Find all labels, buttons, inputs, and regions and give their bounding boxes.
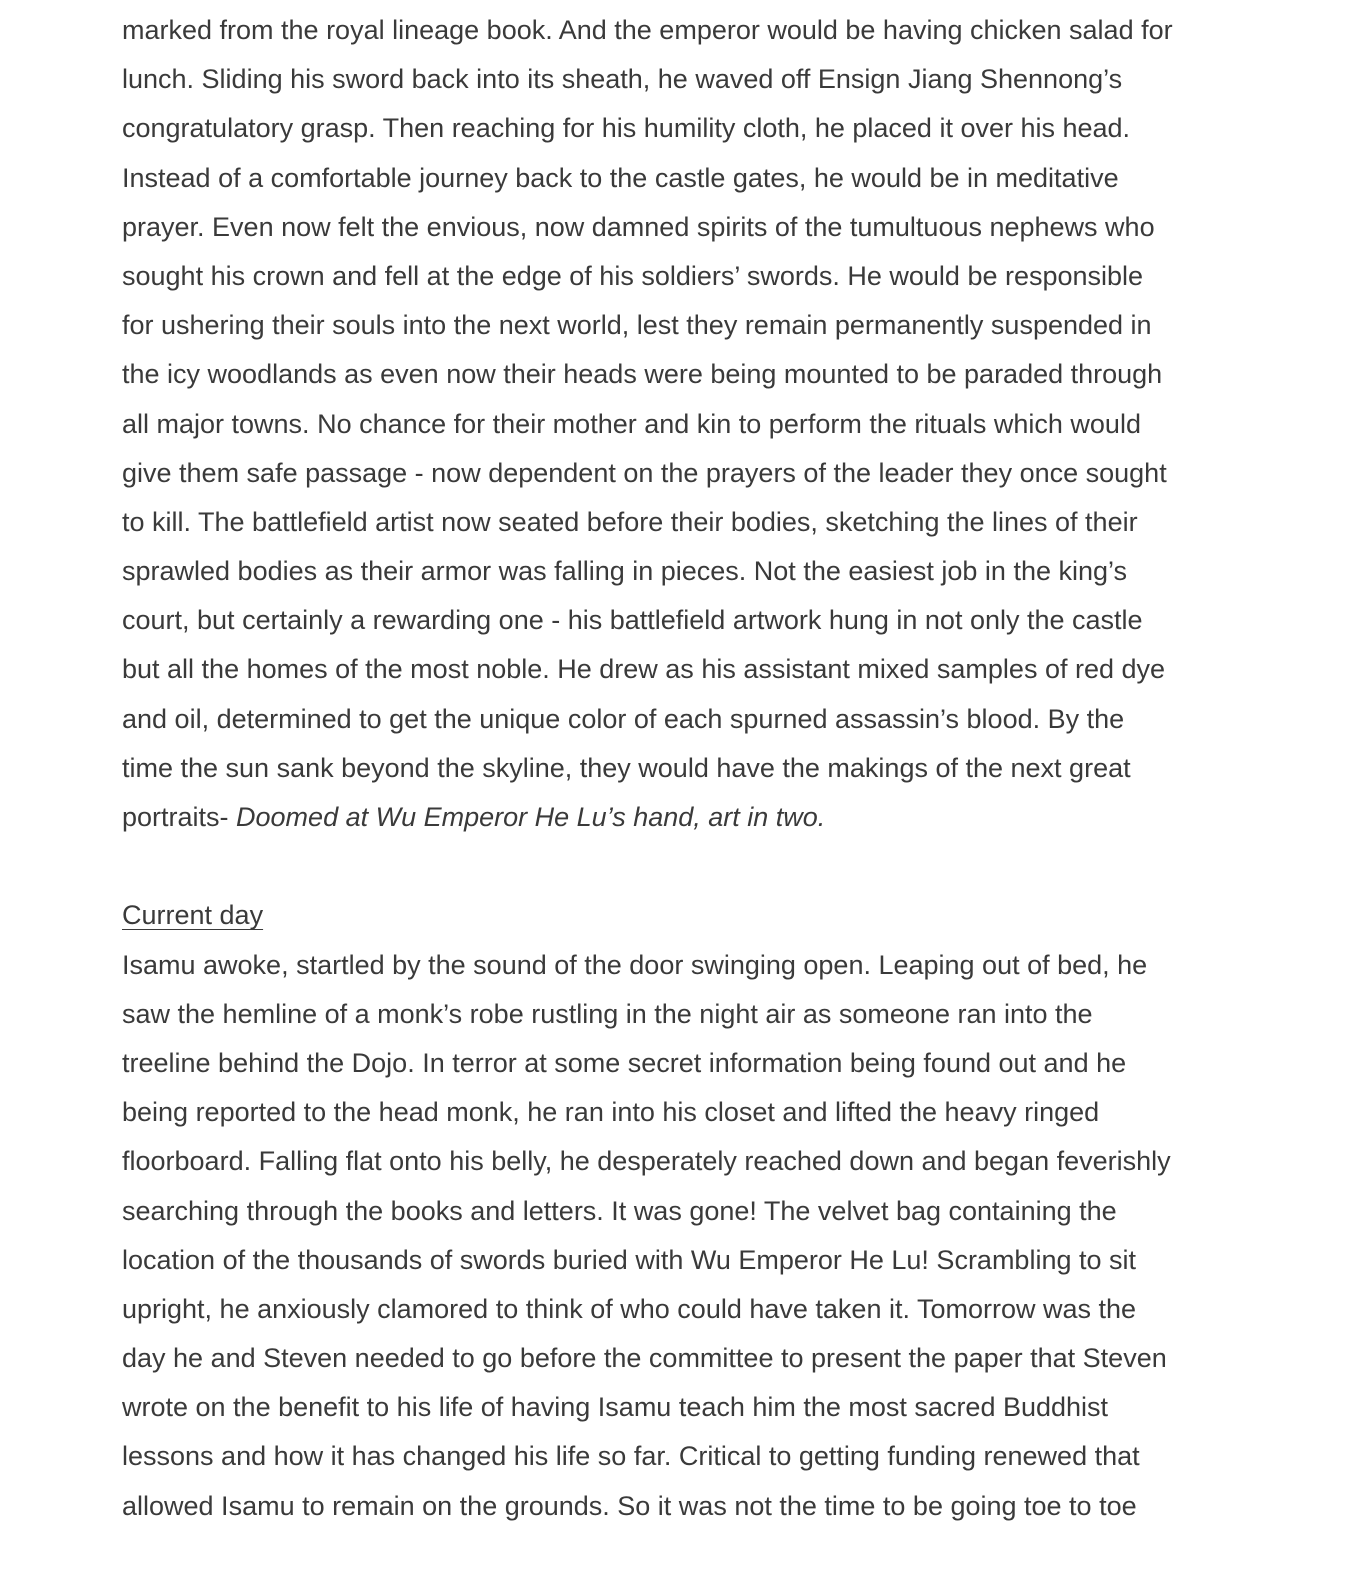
text-line: marked from the royal lineage book. And the emperor would be having chicken salad for bbox=[122, 15, 1173, 45]
text-line: all major towns. No chance for their mother and kin to perform the rituals which would bbox=[122, 408, 1141, 439]
document-page bbox=[122, 6, 1262, 1531]
paragraph-historical bbox=[122, 6, 1262, 842]
text-line: and oil, determined to get the unique color of each spurned assassin’s blood. By the bbox=[122, 703, 1125, 734]
text-line: but all the homes of the most noble. He drew as his assistant mixed samples of red dye bbox=[122, 654, 1166, 685]
text-line: upright, he anxiously clamored to think of who could have taken it. Tomorrow was the bbox=[122, 1293, 1137, 1324]
text-line: saw the hemline of a monk’s robe rustling in the night air as someone ran into the bbox=[122, 998, 1093, 1029]
text-line: location of the thousands of swords buried with Wu Emperor He Lu! Scrambling to sit bbox=[122, 1244, 1137, 1275]
text-line: Instead of a comfortable journey back to the castle gates, he would be in meditative bbox=[122, 162, 1119, 193]
section-heading: Current day bbox=[122, 900, 264, 931]
text-line: give them safe passage - now dependent on the prayers of the leader they once sought bbox=[122, 457, 1167, 488]
text-line-final bbox=[122, 793, 1262, 842]
text-line: court, but certainly a rewarding one - his battlefield artwork hung in not only the castle bbox=[122, 605, 1143, 636]
text-line: sought his crown and fell at the edge of his soldiers’ swords. He would be responsible bbox=[122, 260, 1144, 291]
text-plain: portraits- bbox=[122, 802, 237, 832]
paragraph-current-day bbox=[122, 941, 1262, 1531]
text-line: searching through the books and letters. It was gone! The velvet bag containing the bbox=[122, 1195, 1117, 1226]
text-line: time the sun sank beyond the skyline, they would have the makings of the next great bbox=[122, 752, 1131, 783]
text-line: to kill. The battlefield artist now seated before their bodies, sketching the lines of their bbox=[122, 506, 1138, 537]
text-line: prayer. Even now felt the envious, now damned spirits of the tumultuous nephews who bbox=[122, 211, 1155, 242]
paragraph-spacer bbox=[122, 842, 1262, 891]
text-line: floorboard. Falling flat onto his belly, he desperately reached down and began feverishly bbox=[122, 1146, 1171, 1177]
text-line: day he and Steven needed to go before the committee to present the paper that Steven bbox=[122, 1343, 1167, 1374]
text-line: lessons and how it has changed his life so far. Critical to getting funding renewed that bbox=[122, 1441, 1140, 1472]
text-line: allowed Isamu to remain on the grounds. So it was not the time to be going toe to toe bbox=[122, 1490, 1137, 1521]
text-line: being reported to the head monk, he ran into his closet and lifted the heavy ringed bbox=[122, 1097, 1100, 1128]
text-line: Isamu awoke, startled by the sound of the door swinging open. Leaping out of bed, he bbox=[122, 949, 1148, 980]
text-line: the icy woodlands as even now their heads were being mounted to be paraded through bbox=[122, 359, 1163, 390]
text-line: congratulatory grasp. Then reaching for his humility cloth, he placed it over his head. bbox=[122, 113, 1131, 144]
text-line: sprawled bodies as their armor was falling in pieces. Not the easiest job in the king’s bbox=[122, 556, 1128, 587]
text-line: wrote on the benefit to his life of having Isamu teach him the most sacred Buddhist bbox=[122, 1392, 1109, 1423]
text-line: lunch. Sliding his sword back into its sheath, he waved off Ensign Jiang Shennong’s bbox=[122, 64, 1123, 95]
text-italic-title: Doomed at Wu Emperor He Lu’s hand, art in two. bbox=[236, 802, 826, 832]
text-line: for ushering their souls into the next world, lest they remain permanently suspended in bbox=[122, 310, 1152, 341]
text-line: treeline behind the Dojo. In terror at some secret information being found out and he bbox=[122, 1047, 1127, 1078]
